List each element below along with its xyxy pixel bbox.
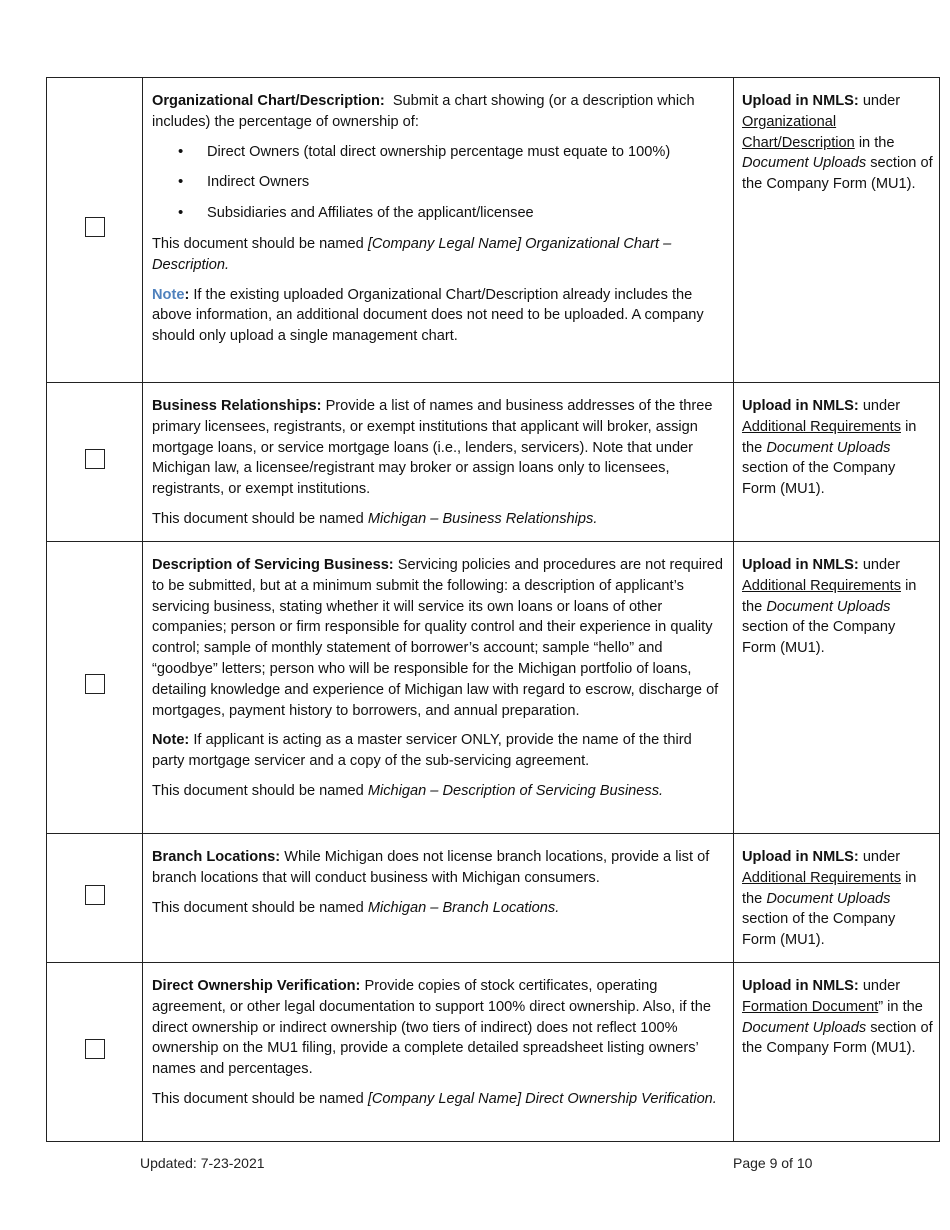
checkbox-cell (47, 78, 143, 383)
checklist-row-org-chart (47, 78, 940, 383)
requirement-body: Provide copies of stock certificates, operating agreement, or other legal documentation to support 100% direct ownership. Also, if the direct ownership or indirect ownership (two tiers of indirect) does not reflect 100% ownership on the MU1 filing, provide a complete detailed spreadsheet listing owners’ names and percentages. (152, 978, 711, 1078)
checkbox-business-relationships[interactable] (85, 449, 105, 469)
upload-in-the: ” in the (878, 998, 923, 1015)
document-name: Michigan – Description of Servicing Business. (367, 782, 664, 799)
upload-in-the: in the (742, 418, 917, 456)
upload-under: under (862, 557, 901, 573)
requirement-description (143, 542, 734, 834)
checklist-row-servicing-business (47, 542, 940, 834)
upload-instructions (734, 963, 940, 1142)
upload-link[interactable]: Additional Requirements (742, 577, 901, 594)
upload-link[interactable]: Organizational Chart/Description (742, 113, 855, 151)
upload-section: Document Uploads (742, 1019, 867, 1036)
upload-link[interactable]: Formation Document (742, 998, 879, 1015)
checkbox-servicing-business[interactable] (85, 674, 105, 694)
requirement-body: Servicing policies and procedures are not required to be submitted, but at a minimum submit the following: a description of applicant’s servicing business, stating whether it will service its own loans or loans of other companies; person or firm responsible for quality control and their experience in quality control; sample of monthly statement of borrower’s account; sample “hello” and “goodbye” letters; person who will be responsible for the Michigan portfolio of loans, detailing knowledge and experience of Michigan law with regard to escrow, discharge of mortgages, payment history to borrowers, and annual preparation. (152, 557, 724, 719)
upload-in-the: in the (742, 869, 917, 907)
naming-prefix: This document should be named (152, 1090, 364, 1107)
requirement-title: Organizational Chart/Description: (152, 93, 385, 109)
naming-prefix: This document should be named (152, 899, 364, 916)
list-item: • Indirect Owners (207, 172, 724, 193)
checkbox-cell (47, 963, 143, 1142)
upload-tail: section of the Company Form (MU1). (742, 911, 896, 949)
upload-label: Upload in NMLS: (742, 93, 859, 109)
requirement-description (143, 78, 734, 383)
naming-prefix: This document should be named (152, 235, 364, 252)
checklist-row-direct-ownership (47, 963, 940, 1142)
upload-section: Document Uploads (766, 439, 891, 456)
upload-link[interactable]: Additional Requirements (742, 869, 901, 886)
upload-label: Upload in NMLS: (742, 557, 859, 573)
note-label: Note: (152, 732, 190, 749)
upload-section: Document Uploads (766, 598, 891, 615)
document-name: Michigan – Business Relationships. (367, 510, 598, 527)
upload-section: Document Uploads (742, 155, 867, 172)
note-text: If the existing uploaded Organizational Chart/Description already includes the above information, an additional document does not need to be uploaded. A company should only upload a single management chart. (152, 286, 704, 345)
checklist-row-business-relationships (47, 383, 940, 542)
note-text: If applicant is acting as a master servicer ONLY, provide the name of the third party mortgage servicer and a copy of the sub-servicing agreement. (152, 732, 692, 770)
upload-tail: section of the Company Form (MU1). (742, 155, 933, 193)
requirement-title: Business Relationships: (152, 398, 322, 414)
requirement-intro: Submit a chart showing (or a description which includes) the percentage of ownership of: (152, 93, 695, 130)
document-name: [Company Legal Name] Direct Ownership Verification. (367, 1090, 717, 1107)
requirement-title: Direct Ownership Verification: (152, 978, 361, 994)
upload-instructions (734, 383, 940, 542)
note-label: Note (152, 286, 185, 303)
note-colon: : (184, 286, 190, 303)
upload-in-the: in the (742, 577, 917, 615)
upload-tail: section of the Company Form (MU1). (742, 460, 896, 498)
upload-label: Upload in NMLS: (742, 978, 859, 994)
requirement-title: Description of Servicing Business: (152, 557, 394, 573)
upload-instructions (734, 542, 940, 834)
upload-tail: section of the Company Form (MU1). (742, 619, 896, 657)
upload-label: Upload in NMLS: (742, 849, 859, 865)
naming-prefix: This document should be named (152, 782, 364, 799)
upload-under: under (862, 93, 901, 109)
checkbox-cell (47, 834, 143, 963)
upload-instructions (734, 834, 940, 963)
naming-prefix: This document should be named (152, 510, 364, 527)
upload-section: Document Uploads (766, 890, 891, 907)
document-name: Michigan – Branch Locations. (367, 899, 560, 916)
list-item: • Subsidiaries and Affiliates of the applicant/licensee (207, 203, 724, 224)
upload-link[interactable]: Additional Requirements (742, 418, 901, 435)
requirement-body: While Michigan does not license branch locations, provide a list of branch locations that will conduct business with Michigan consumers. (152, 849, 710, 886)
upload-under: under (862, 849, 901, 865)
checklist-row-branch-locations (47, 834, 940, 963)
ownership-bullet-list (152, 142, 724, 224)
upload-in-the: in the (858, 134, 895, 151)
requirements-checklist-table (46, 77, 940, 1142)
upload-under: under (862, 978, 901, 994)
requirement-description (143, 963, 734, 1142)
upload-under: under (862, 398, 901, 414)
upload-tail: section of the Company Form (MU1). (742, 1019, 933, 1057)
upload-label: Upload in NMLS: (742, 398, 859, 414)
footer-page-number: Page 9 of 10 (733, 1155, 813, 1171)
checkbox-cell (47, 383, 143, 542)
requirement-title: Branch Locations: (152, 849, 281, 865)
requirement-body: Provide a list of names and business addresses of the three primary licensees, registrants, or exempt institutions that applicant will broker, assign mortgage loans, or service mortgage loans (i.e., lenders, servicers). Note that under Michigan law, a licensee/registrant may broker or assign loans only to licensees, registrants, or exempt institutions. (152, 398, 713, 498)
requirement-description (143, 834, 734, 963)
checkbox-branch-locations[interactable] (85, 885, 105, 905)
checkbox-direct-ownership[interactable] (85, 1039, 105, 1059)
checkbox-org-chart[interactable] (85, 217, 105, 237)
document-name: [Company Legal Name] Organizational Chart – Description. (152, 235, 672, 273)
list-item: • Direct Owners (total direct ownership percentage must equate to 100%) (207, 142, 724, 163)
upload-instructions (734, 78, 940, 383)
footer-updated-date: Updated: 7-23-2021 (140, 1155, 265, 1171)
requirement-description (143, 383, 734, 542)
checkbox-cell (47, 542, 143, 834)
